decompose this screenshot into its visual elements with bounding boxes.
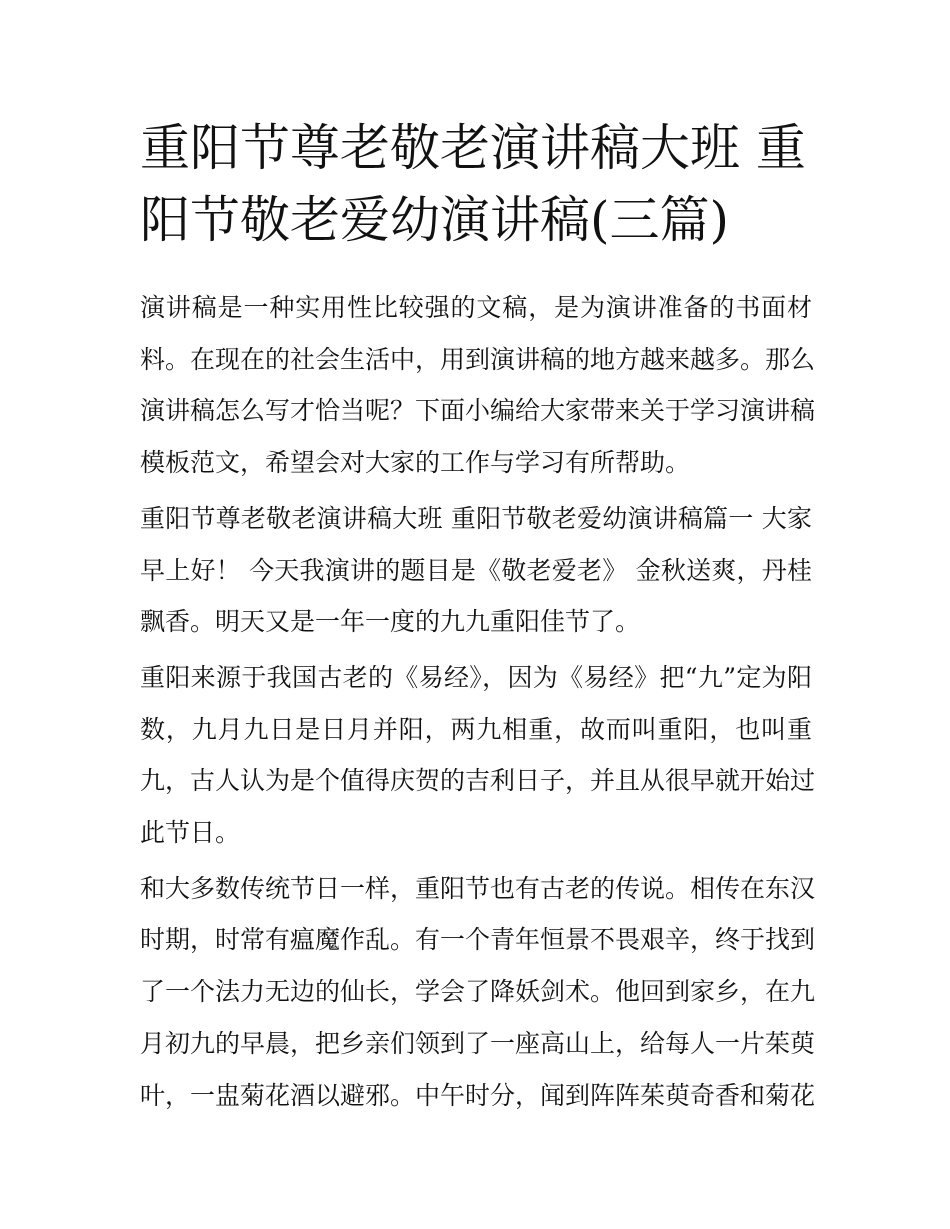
title-line: 阳节敬老爱幼演讲稿(三篇) bbox=[140, 191, 730, 249]
text-line: 时期，时常有瘟魔作乱。有一个青年恒景不畏艰辛，终于找到 bbox=[140, 925, 816, 955]
paragraph bbox=[140, 282, 816, 489]
text-line: 叶，一盅菊花酒以避邪。中午时分，闻到阵阵茱萸奇香和菊花 bbox=[140, 1080, 816, 1110]
document-body bbox=[140, 282, 816, 1125]
text-line: 重阳节尊老敬老演讲稿大班 重阳节敬老爱幼演讲稿篇一 大家 bbox=[140, 503, 812, 533]
text-line: 料。在现在的社会生活中，用到演讲稿的地方越来越多。那么 bbox=[140, 344, 816, 374]
paragraph bbox=[140, 652, 816, 859]
text-line: 演讲稿怎么写才恰当呢？下面小编给大家带来关于学习演讲稿 bbox=[140, 396, 816, 426]
text-line: 重阳来源于我国古老的《易经》，因为《易经》把“九”定为阳 bbox=[140, 662, 812, 692]
text-line: 此节日。 bbox=[140, 818, 241, 848]
text-line: 数，九月九日是日月并阳，两九相重，故而叫重阳，也叫重 bbox=[140, 714, 812, 744]
text-line: 了一个法力无边的仙长，学会了降妖剑术。他回到家乡，在九 bbox=[140, 977, 816, 1007]
paragraph bbox=[140, 493, 812, 648]
text-line: 飘香。明天又是一年一度的九九重阳佳节了。 bbox=[140, 607, 641, 637]
text-line: 月初九的早晨，把乡亲们领到了一座高山上，给每人一片茱萸 bbox=[140, 1028, 816, 1058]
text-line: 模板范文，希望会对大家的工作与学习有所帮助。 bbox=[140, 448, 691, 478]
text-line: 和大多数传统节日一样，重阳节也有古老的传说。相传在东汉 bbox=[140, 873, 816, 903]
text-line: 演讲稿是一种实用性比较强的文稿，是为演讲准备的书面材 bbox=[140, 293, 812, 322]
document-title bbox=[140, 112, 812, 256]
paragraph bbox=[140, 863, 816, 1122]
text-line: 九，古人认为是个值得庆贺的吉利日子，并且从很早就开始过 bbox=[140, 766, 816, 796]
text-line: 早上好！ 今天我演讲的题目是《敬老爱老》 金秋送爽，丹桂 bbox=[140, 555, 812, 585]
title-line: 重阳节尊老敬老演讲稿大班 重 bbox=[140, 119, 806, 177]
